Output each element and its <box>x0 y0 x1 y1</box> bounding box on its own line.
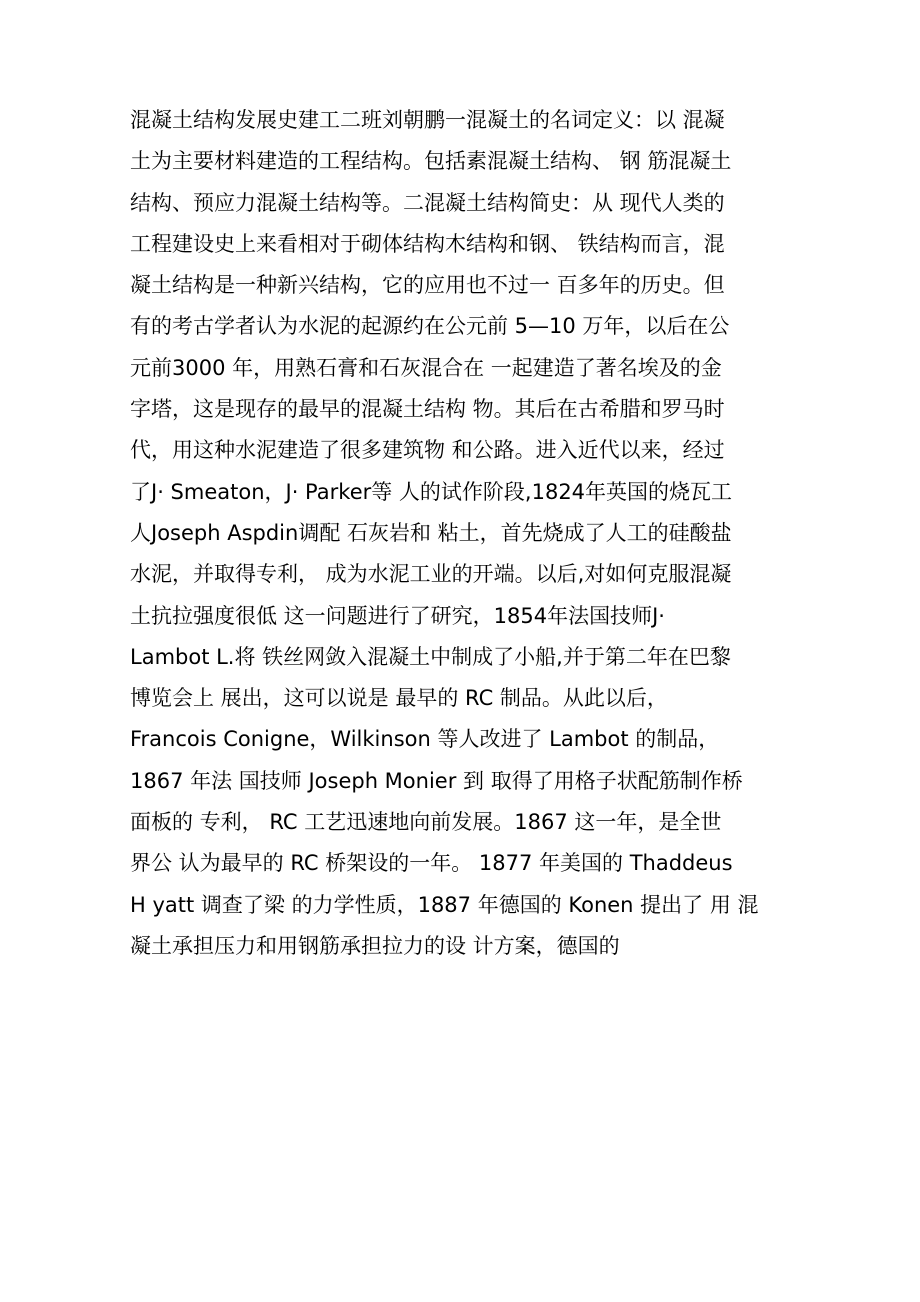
text-line-6: 有的考古学者认为水泥的起源约在公元前 5—10 万年，以后在公 <box>130 314 730 339</box>
text-line-10: 了J· Smeaton，J· Parker等 人的试作阶段,1824年英国的烧瓦工 <box>130 479 733 504</box>
text-line-1: 混凝土结构发展史建工二班刘朝鹏一混凝土的名词定义：以 混凝 <box>130 108 725 132</box>
text-line-15: 博览会上 展出，这可以说是 最早的 RC 制品。从此以后， <box>130 686 668 711</box>
text-line-20: H yatt 调查了梁 的力学性质，1887 年德国的 Konen 提出了 用 混 <box>130 892 759 917</box>
text-line-18: 面板的 专利， RC 工艺迅速地向前发展。1867 这一年，是全世 <box>130 810 722 835</box>
text-line-19: 界公 认为最早的 RC 桥架设的一年。 1877 年美国的 Thaddeus <box>130 851 733 876</box>
text-line-14: Lambot L.将 铁丝网敛入混凝土中制成了小船,并于第二年在巴黎 <box>130 644 731 669</box>
text-line-2: 土为主要材料建造的工程结构。包括素混凝土结构、 钢 筋混凝土 <box>130 149 732 174</box>
text-line-11: 人Joseph Aspdin调配 石灰岩和 粘土，首先烧成了人工的硅酸盐 <box>130 520 732 545</box>
text-line-3: 结构、预应力混凝土结构等。二混凝土结构简史：从 现代人类的 <box>130 190 725 215</box>
text-line-7: 元前3000 年，用熟石膏和石灰混合在 一起建造了著名埃及的金 <box>130 355 722 380</box>
text-line-21: 凝土承担压力和用钢筋承担拉力的设 计方案，德国的 <box>130 933 620 958</box>
document-body-text <box>130 100 820 967</box>
text-line-17: 1867 年法 国技师 Joseph Monier 到 取得了用格子状配筋制作桥 <box>130 768 743 793</box>
text-line-12: 水泥，并取得专利， 成为水泥工业的开端。以后,对如何克服混凝 <box>130 562 732 587</box>
text-line-8: 字塔，这是现存的最早的混凝土结构 物。其后在古希腊和罗马时 <box>130 397 725 422</box>
text-line-13: 土抗拉强度很低 这一问题进行了研究，1854年法国技师J· <box>130 603 665 628</box>
text-line-5: 凝土结构是一种新兴结构，它的应用也不过一 百多年的历史。但 <box>130 273 725 298</box>
text-line-16: Francois Conigne，Wilkinson 等人改进了 Lambot 的制品， <box>130 727 720 752</box>
text-line-4: 工程建设史上来看相对于砌体结构木结构和钢、 铁结构而言，混 <box>130 231 725 256</box>
text-line-9: 代，用这种水泥建造了很多建筑物 和公路。进入近代以来，经过 <box>130 438 725 463</box>
